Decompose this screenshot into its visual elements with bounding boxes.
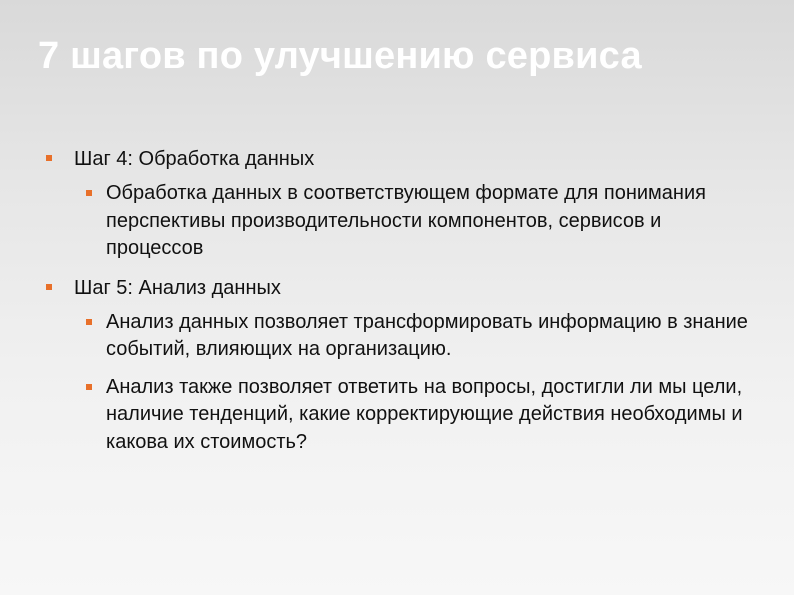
orange-square-bullet-icon xyxy=(46,155,52,161)
bullet-item-step5 xyxy=(46,273,756,457)
orange-square-bullet-icon xyxy=(86,190,92,196)
sub-bullet-list xyxy=(74,180,756,263)
sub-bullet-text: Анализ также позволяет ответить на вопросы, достигли ли мы цели, наличие тенденций, какие корректирующие действия необходимы и какова их стоимость? xyxy=(106,375,743,453)
sub-bullet-item xyxy=(74,180,756,263)
slide-title: 7 шагов по улучшению сервиса xyxy=(38,35,642,77)
sub-bullet-text: Обработка данных в соответствующем формате для понимания перспективы производительности компонентов, сервисов и процессов xyxy=(106,182,706,259)
slide-content xyxy=(46,144,756,466)
sub-bullet-item xyxy=(74,309,756,364)
orange-square-bullet-icon xyxy=(46,284,52,290)
sub-bullet-item xyxy=(74,374,756,457)
bullet-list xyxy=(46,144,756,456)
orange-square-bullet-icon xyxy=(86,319,92,325)
bullet-text: Шаг 4: Обработка данных xyxy=(74,148,315,170)
orange-square-bullet-icon xyxy=(86,384,92,390)
sub-bullet-list xyxy=(74,309,756,457)
bullet-item-step4 xyxy=(46,144,756,263)
bullet-text: Шаг 5: Анализ данных xyxy=(74,276,281,299)
sub-bullet-text: Анализ данных позволяет трансформировать информацию в знание событий, влияющих на организацию. xyxy=(106,310,748,360)
